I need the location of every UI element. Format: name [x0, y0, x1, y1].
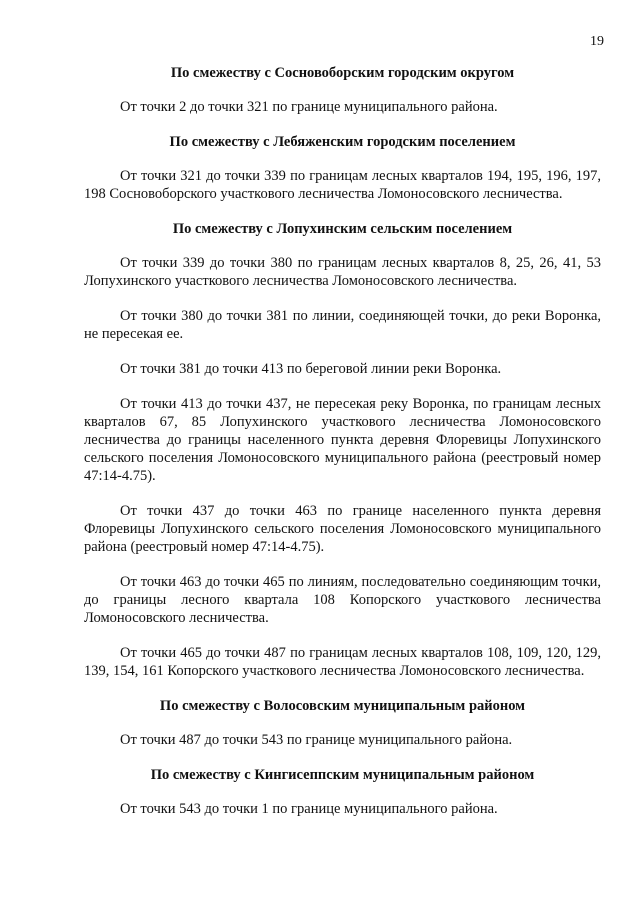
section-heading: По смежеству с Кингисеппским муниципальным районом: [150, 767, 535, 783]
paragraph: От точки 465 до точки 487 по границам лесных кварталов 108, 109, 120, 129, 139, 154, 161 Копорского участкового лесничества Ломоносовского лесничества.: [84, 645, 601, 679]
paragraph: От точки 321 до точки 339 по границам лесных кварталов 194, 195, 196, 197, 198 Сосновоборского участкового лесничества Ломоносовского лесничества.: [84, 168, 601, 202]
section-heading: По смежеству с Сосновоборским городским округом: [170, 65, 515, 81]
section-heading: По смежеству с Волосовским муниципальным районом: [159, 698, 526, 714]
paragraph: От точки 543 до точки 1 по границе муниципального района.: [120, 801, 498, 817]
section-heading: По смежеству с Лебяженским городским поселением: [169, 134, 516, 150]
paragraph: От точки 463 до точки 465 по линиям, последовательно соединяющим точки, до границы лесного квартала 108 Копорского участкового лесничества Ломоносовского лесничества.: [84, 574, 601, 626]
paragraph: От точки 487 до точки 543 по границе муниципального района.: [120, 732, 513, 748]
document-body: [84, 64, 601, 818]
paragraph: От точки 380 до точки 381 по линии, соединяющей точки, до реки Воронка, не пересекая ее.: [84, 308, 601, 342]
section-heading: По смежеству с Лопухинским сельским поселением: [172, 221, 513, 237]
page-number: 19: [590, 34, 604, 49]
paragraph: От точки 437 до точки 463 по границе населенного пункта деревня Флоревицы Лопухинского сельского поселения Ломоносовского муниципального района (реестровый номер 47:14-4.75).: [84, 503, 601, 555]
paragraph: От точки 339 до точки 380 по границам лесных кварталов 8, 25, 26, 41, 53 Лопухинского участкового лесничества Ломоносовского лесничества.: [84, 255, 601, 289]
paragraph: От точки 413 до точки 437, не пересекая реку Воронка, по границам лесных кварталов 67, 85 Лопухинского участкового лесничества Ломоносовского лесничества до границы населенного пункта деревня Флоревицы Лопухинского сельского поселения Ломоносовского муниципального района (реестровый номер 47:14-4.75).: [84, 396, 601, 484]
paragraph: От точки 381 до точки 413 по береговой линии реки Воронка.: [120, 361, 502, 377]
paragraph: От точки 2 до точки 321 по границе муниципального района.: [120, 99, 498, 115]
